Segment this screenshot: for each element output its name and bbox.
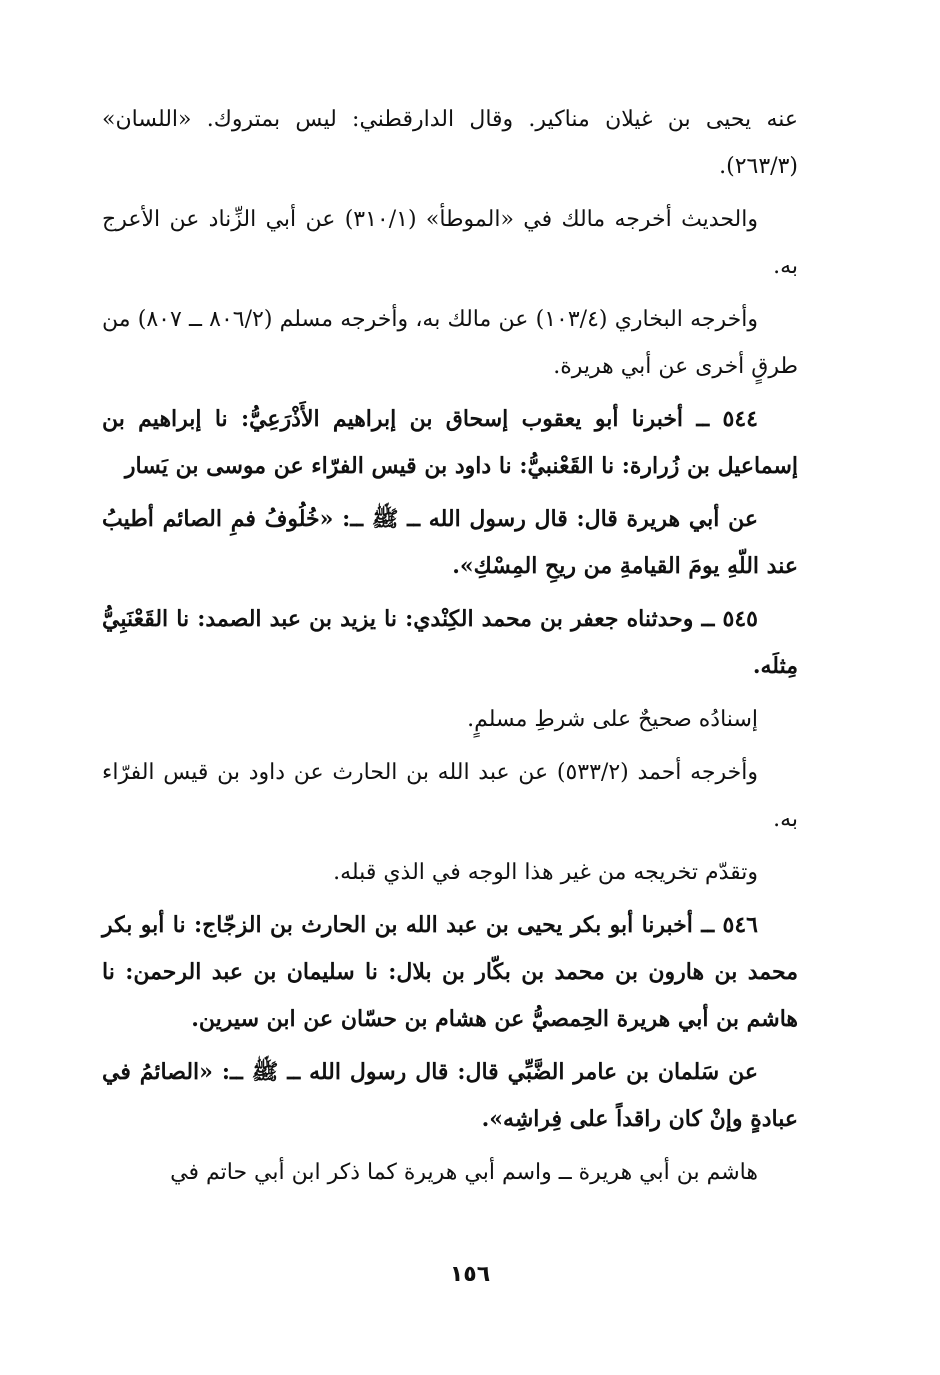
hadith-546-chain: ٥٤٦ ــ أخبرنا أبو بكر يحيى بن عبد الله بن الحارث بن الزجّاج: نا أبو بكر محمد بن هارون بن محمد بن بكّار بن بلال: نا سليمان بن عبد الرحمن: نا هاشم بن أبي هريرة الحِمصيُّ عن هشام بن حسّان عن ابن سيرين. bbox=[102, 912, 798, 1032]
paragraph-3: وأخرجه البخاري (١٠٣/٤) عن مالك به، وأخرجه مسلم (٨٠٦/٢ ــ ٨٠٧) من طرقٍ أخرى عن أبي هريرة. bbox=[102, 307, 798, 379]
hadith-545: ٥٤٥ ــ وحدثناه جعفر بن محمد الكِنْدي: نا يزيد بن عبد الصمد: نا القَعْنَبِيُّ مِثلَه. bbox=[102, 606, 798, 679]
paragraph-1: عنه يحيى بن غيلان مناكير. وقال الدارقطني: ليس بمتروك. «اللسان» (٢٦٣/٣). bbox=[102, 107, 798, 179]
paragraph-previous: وتقدّم تخريجه من غير هذا الوجه في الذي قبله. bbox=[333, 860, 758, 885]
hadith-544-chain: ٥٤٤ ــ أخبرنا أبو يعقوب إسحاق بن إبراهيم الأَذْرَعِيُّ: نا إبراهيم بن إسماعيل بن زُرارة: نا القَعْنبيُّ: نا داود بن قيس الفرّاء عن موسى بن يَسار bbox=[102, 406, 798, 479]
paragraph-hashim: هاشم بن أبي هريرة ــ واسم أبي هريرة كما ذكر ابن أبي حاتم في bbox=[170, 1160, 758, 1185]
paragraph-isnad: إسنادُه صحيحٌ على شرطِ مسلمٍ. bbox=[467, 707, 758, 732]
hadith-546-text: عن سَلمان بن عامر الضَّبِّي قال: قال رسول الله ــ ﷺ ــ: «الصائمُ في عبادةٍ وإنْ كان راقداً على فِراشِه». bbox=[102, 1059, 798, 1132]
paragraph-2: والحديث أخرجه مالك في «الموطأ» (٣١٠/١) عن أبي الزِّناد عن الأعرج به. bbox=[102, 207, 798, 279]
page-number: ١٥٦ bbox=[449, 1262, 491, 1287]
paragraph-ahmad: وأخرجه أحمد (٥٣٣/٢) عن عبد الله بن الحارث عن داود بن قيس الفرّاء به. bbox=[102, 760, 798, 832]
hadith-544-text: عن أبي هريرة قال: قال رسول الله ــ ﷺ ــ: «خُلُوفُ فمِ الصائم أطيبُ عند اللّهِ يومَ القيامةِ من ريحِ المِسْكِ». bbox=[102, 506, 798, 579]
page-body bbox=[102, 96, 798, 1202]
